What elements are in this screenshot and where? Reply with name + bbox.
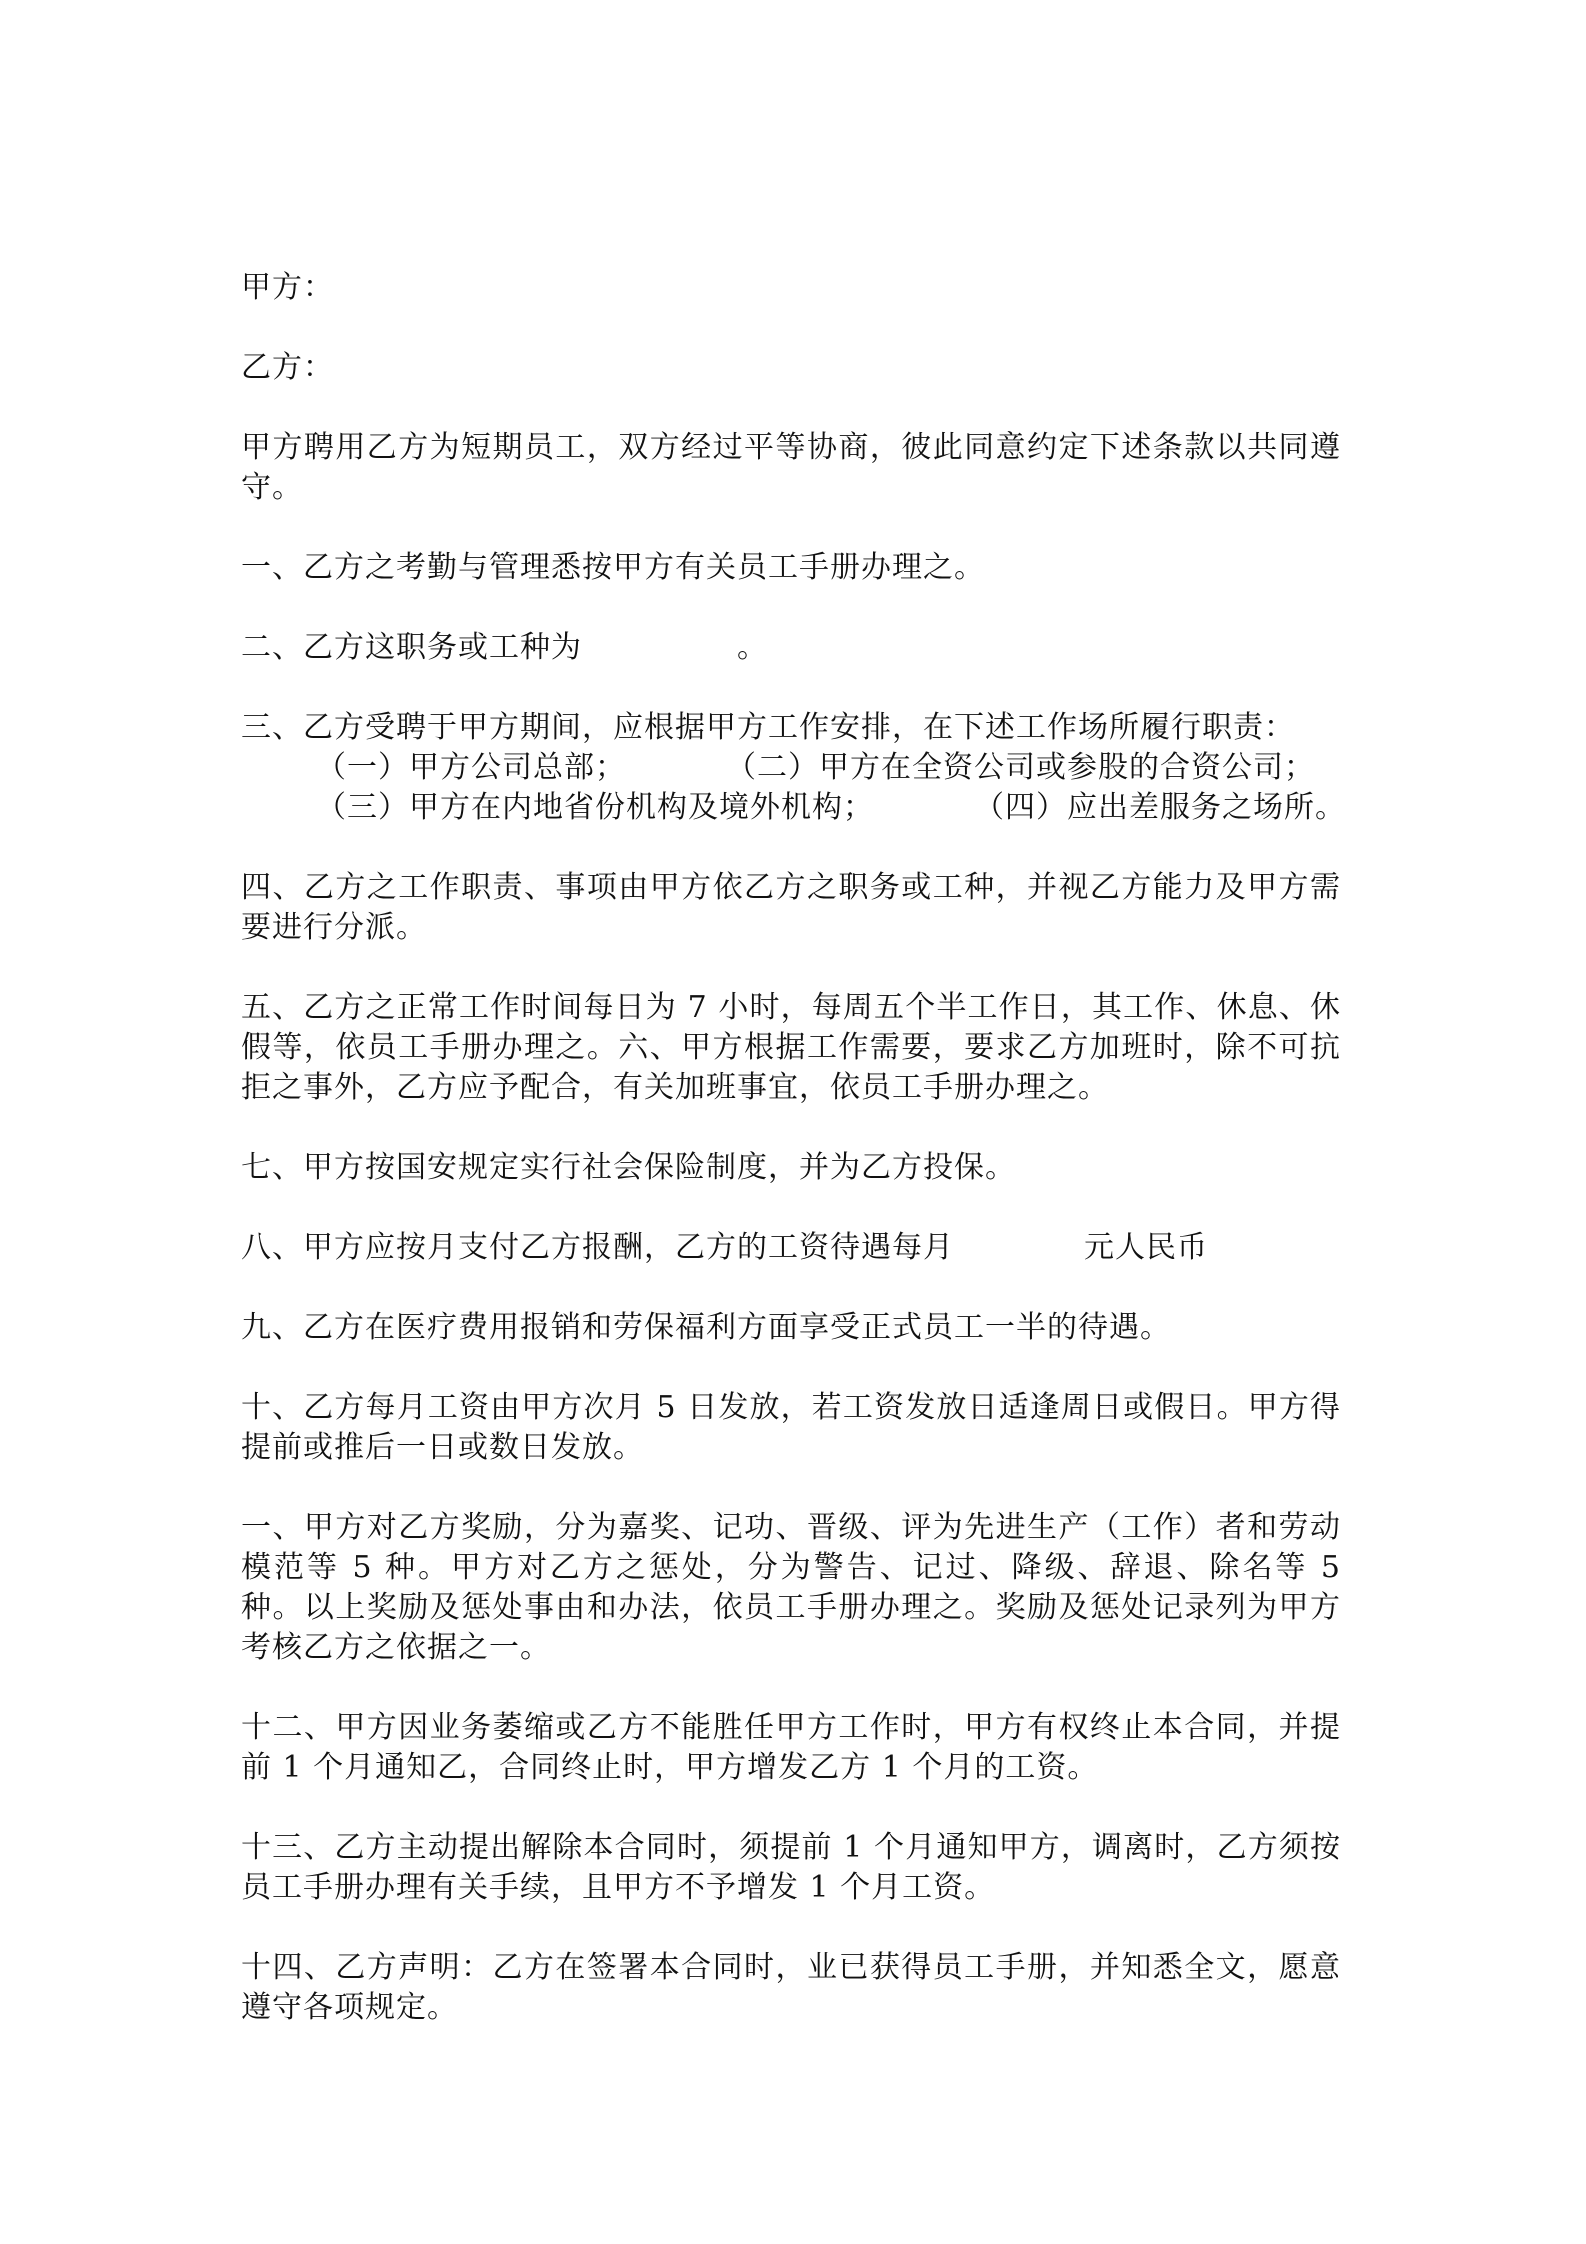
clause-5-6: 五、乙方之正常工作时间每日为 7 小时，每周五个半工作日，其工作、休息、休假等，依员工手册办理之。六、甲方根据工作需要，要求乙方加班时，除不可抗拒之事外，乙方应予配合，有关加班事宜，依员工手册办理之。: [241, 990, 1341, 1105]
contract-body: [241, 268, 1352, 2068]
clause-9: 九、乙方在医疗费用报销和劳保福利方面享受正式员工一半的待遇。: [241, 1310, 1171, 1345]
clause-2: [241, 628, 1341, 668]
clause-3-sub-row-2: [241, 788, 1346, 828]
clause-3: 三、乙方受聘于甲方期间，应根据甲方工作安排，在下述工作场所履行职责：: [241, 710, 1295, 745]
clause-12: 十二、甲方因业务萎缩或乙方不能胜任甲方工作时，甲方有权终止本合同，并提前 1 个月通知乙，合同终止时，甲方增发乙方 1 个月的工资。: [241, 1710, 1341, 1785]
clause-14: 十四、乙方声明：乙方在签署本合同时，业已获得员工手册，并知悉全文，愿意遵守各项规定。: [241, 1950, 1341, 2025]
clause-3-item-4: （四）应出差服务之场所。: [974, 790, 1346, 825]
clause-7: 七、甲方按国安规定实行社会保险制度，并为乙方投保。: [241, 1150, 1016, 1185]
clause-4: 四、乙方之工作职责、事项由甲方依乙方之职务或工种，并视乙方能力及甲方需要进行分派。: [241, 870, 1341, 945]
clause-2-end: 。: [737, 630, 768, 665]
clause-8-currency: 元人民币: [1084, 1230, 1208, 1265]
clause-3-item-1: （一）甲方公司总部；: [316, 750, 626, 785]
clause-13: 十三、乙方主动提出解除本合同时，须提前 1 个月通知甲方，调离时，乙方须按员工手册办理有关手续，且甲方不予增发 1 个月工资。: [241, 1830, 1341, 1905]
intro-paragraph: 甲方聘用乙方为短期员工，双方经过平等协商，彼此同意约定下述条款以共同遵守。: [241, 430, 1341, 505]
clause-10: 十、乙方每月工资由甲方次月 5 日发放，若工资发放日适逢周日或假日。甲方得提前或推后一日或数日发放。: [241, 1390, 1341, 1465]
clause-11: 一、甲方对乙方奖励，分为嘉奖、记功、晋级、评为先进生产（工作）者和劳动模范等 5 种。甲方对乙方之惩处，分为警告、记过、降级、辞退、除名等 5 种。以上奖励及惩处事由和办法，依员工手册办理之。奖励及惩处记录列为甲方考核乙方之依据之一。: [241, 1510, 1352, 1665]
clause-2-text: 二、乙方这职务或工种为: [241, 630, 582, 665]
clause-3-item-2: （二）甲方在全资公司或参股的合资公司；: [726, 750, 1315, 785]
clause-8: [241, 1228, 1341, 1268]
clause-1: 一、乙方之考勤与管理悉按甲方有关员工手册办理之。: [241, 550, 985, 585]
party-a-line: 甲方：: [241, 270, 334, 305]
party-b-line: 乙方：: [241, 350, 334, 385]
clause-8-text: 八、甲方应按月支付乙方报酬，乙方的工资待遇每月: [241, 1230, 954, 1265]
clause-3-sub-row-1: [241, 748, 1341, 788]
clause-3-item-3: （三）甲方在内地省份机构及境外机构；: [316, 790, 874, 825]
